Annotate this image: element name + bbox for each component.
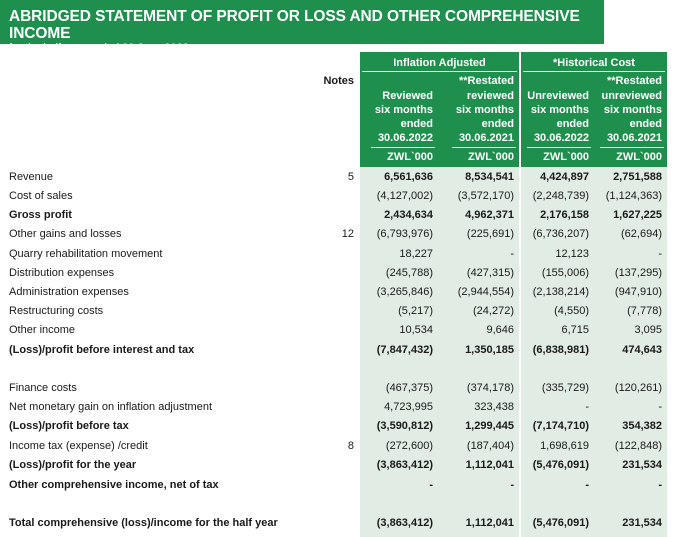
row-value-col-3: (335,729) xyxy=(541,382,589,394)
row-value-col-2: 8,534,541 xyxy=(465,171,514,183)
row-value-col-4: (947,910) xyxy=(614,286,662,298)
row-value-col-3: 4,424,897 xyxy=(540,171,589,183)
column-header-2-line-1: **Restated xyxy=(458,75,514,87)
row-label: Finance costs xyxy=(9,382,77,394)
row-value-col-4: - xyxy=(658,401,662,413)
column-header-1-line-3: six months xyxy=(374,104,433,116)
row-value-col-1: (245,788) xyxy=(385,267,433,279)
row-label: Restructuring costs xyxy=(9,305,104,317)
row-label: Distribution expenses xyxy=(9,267,115,279)
column-header-1-line-2: Reviewed xyxy=(382,90,433,102)
row-value-col-1: (3,863,412) xyxy=(376,517,433,529)
inflation-adjusted-group-label: Inflation Adjusted xyxy=(393,57,486,69)
row-value-col-2: 1,299,445 xyxy=(465,420,514,432)
row-value-col-4: 3,095 xyxy=(634,324,662,336)
row-value-col-2: 4,962,371 xyxy=(465,209,514,221)
row-note: 12 xyxy=(341,228,354,240)
row-note: 8 xyxy=(347,440,354,452)
row-value-col-3: 6,715 xyxy=(561,324,589,336)
row-value-col-1: 6,561,636 xyxy=(384,171,433,183)
row-value-col-2: 9,646 xyxy=(486,324,514,336)
row-label: Cost of sales xyxy=(9,190,73,202)
row-value-col-3: (6,838,981) xyxy=(532,344,589,356)
column-header-3-line-5: 30.06.2022 xyxy=(533,132,589,144)
row-value-col-1: - xyxy=(429,479,433,491)
row-label: Gross profit xyxy=(9,209,72,221)
row-value-col-4: (1,124,363) xyxy=(605,190,662,202)
row-label: Other comprehensive income, net of tax xyxy=(9,479,219,491)
row-value-col-1: (5,217) xyxy=(398,305,433,317)
row-value-col-4: (120,261) xyxy=(614,382,662,394)
row-value-col-1: (3,863,412) xyxy=(376,459,433,471)
column-header-1-line-5: 30.06.2022 xyxy=(377,132,433,144)
column-header-4-line-4: ended xyxy=(629,118,662,130)
column-header-3-line-2: Unreviewed xyxy=(527,90,589,102)
currency-unit-4: ZWL`000 xyxy=(616,151,662,163)
column-header-2-line-5: 30.06.2021 xyxy=(458,132,514,144)
row-label: Administration expenses xyxy=(9,286,129,298)
historical-group-rule xyxy=(523,71,665,72)
row-value-col-1: (272,600) xyxy=(385,440,433,452)
row-value-col-2: (427,315) xyxy=(466,267,514,279)
column-header-rule-3 xyxy=(527,147,591,148)
row-value-col-3: (2,248,739) xyxy=(532,190,589,202)
row-value-col-2: (3,572,170) xyxy=(457,190,514,202)
column-header-4-line-5: 30.06.2021 xyxy=(606,132,662,144)
row-value-col-2: (225,691) xyxy=(466,228,514,240)
row-value-col-4: 354,382 xyxy=(622,420,662,432)
row-value-col-4: 2,751,588 xyxy=(613,171,662,183)
row-value-col-1: 10,534 xyxy=(399,324,433,336)
row-value-col-4: 1,627,225 xyxy=(613,209,662,221)
row-value-col-4: (7,778) xyxy=(627,305,662,317)
row-label: Revenue xyxy=(9,171,54,183)
row-label: Total comprehensive (loss)/income for the half year xyxy=(9,517,278,529)
row-value-col-3: - xyxy=(585,401,589,413)
historical-cost-group-label: *Historical Cost xyxy=(553,57,635,69)
column-header-rule-1 xyxy=(371,147,435,148)
row-value-col-2: - xyxy=(510,479,514,491)
column-header-2-line-2: reviewed xyxy=(466,90,514,102)
row-value-col-4: 231,534 xyxy=(622,459,662,471)
column-header-2-line-4: ended xyxy=(481,118,514,130)
currency-unit-3: ZWL`000 xyxy=(543,151,589,163)
row-value-col-3: 12,123 xyxy=(555,248,589,260)
row-value-col-3: (4,550) xyxy=(554,305,589,317)
row-value-col-4: - xyxy=(658,248,662,260)
row-value-col-2: (374,178) xyxy=(466,382,514,394)
row-value-col-2: (24,272) xyxy=(473,305,514,317)
row-value-col-3: (7,174,710) xyxy=(532,420,589,432)
statement-title-banner xyxy=(0,0,604,54)
row-value-col-1: (467,375) xyxy=(385,382,433,394)
row-value-col-4: (62,694) xyxy=(621,228,662,240)
row-label: Net monetary gain on inflation adjustment xyxy=(9,401,213,413)
row-value-col-1: (3,265,846) xyxy=(376,286,433,298)
row-value-col-3: (6,736,207) xyxy=(532,228,589,240)
row-value-col-3: (2,138,214) xyxy=(532,286,589,298)
row-value-col-2: (2,944,554) xyxy=(457,286,514,298)
row-value-col-1: (7,847,432) xyxy=(376,344,433,356)
row-value-col-3: 2,176,158 xyxy=(540,209,589,221)
inflation-group-rule xyxy=(362,71,517,72)
column-header-4-line-2: unreviewed xyxy=(601,90,662,102)
statement-subtitle: for the half year ended 30 June 2022 xyxy=(9,42,189,54)
row-label: (Loss)/profit for the year xyxy=(9,459,137,471)
notes-column-header: Notes xyxy=(323,75,354,87)
row-value-col-1: (6,793,976) xyxy=(376,228,433,240)
column-header-4-line-3: six months xyxy=(603,104,662,116)
row-value-col-4: (122,848) xyxy=(614,440,662,452)
column-header-3-line-3: six months xyxy=(530,104,589,116)
row-value-col-1: 2,434,634 xyxy=(384,209,433,221)
row-value-col-2: 1,112,041 xyxy=(465,459,514,471)
row-label: Other income xyxy=(9,324,76,336)
row-value-col-2: - xyxy=(510,248,514,260)
row-value-col-1: 18,227 xyxy=(399,248,433,260)
row-value-col-1: (3,590,812) xyxy=(376,420,433,432)
column-header-3-line-4: ended xyxy=(556,118,589,130)
row-value-col-2: (187,404) xyxy=(466,440,514,452)
currency-unit-1: ZWL`000 xyxy=(387,151,433,163)
column-header-rule-2 xyxy=(452,147,516,148)
row-value-col-4: 474,643 xyxy=(622,344,662,356)
row-value-col-4: 231,534 xyxy=(622,517,662,529)
row-label: (Loss)/profit before interest and tax xyxy=(9,344,195,356)
row-value-col-3: (155,006) xyxy=(541,267,589,279)
row-note: 5 xyxy=(347,171,354,183)
row-label: Income tax (expense) /credit xyxy=(9,440,148,452)
statement-title: ABRIDGED STATEMENT OF PROFIT OR LOSS AND OTHER COMPREHENSIVE INCOME xyxy=(9,8,580,42)
column-header-2-line-3: six months xyxy=(455,104,514,116)
column-header-1-line-4: ended xyxy=(400,118,433,130)
row-value-col-3: - xyxy=(585,479,589,491)
column-header-4-line-1: **Restated xyxy=(606,75,662,87)
row-label: Other gains and losses xyxy=(9,228,122,240)
column-header-rule-4 xyxy=(600,147,664,148)
row-value-col-3: (5,476,091) xyxy=(532,459,589,471)
row-value-col-4: - xyxy=(658,479,662,491)
row-value-col-4: (137,295) xyxy=(614,267,662,279)
row-value-col-2: 1,350,185 xyxy=(465,344,514,356)
row-value-col-1: (4,127,002) xyxy=(376,190,433,202)
row-label: Quarry rehabilitation movement xyxy=(9,248,163,260)
row-value-col-3: (5,476,091) xyxy=(532,517,589,529)
row-value-col-3: 1,698,619 xyxy=(540,440,589,452)
row-label: (Loss)/profit before tax xyxy=(9,420,129,432)
row-value-col-2: 323,438 xyxy=(474,401,514,413)
row-value-col-1: 4,723,995 xyxy=(384,401,433,413)
currency-unit-2: ZWL`000 xyxy=(468,151,514,163)
row-value-col-2: 1,112,041 xyxy=(465,517,514,529)
